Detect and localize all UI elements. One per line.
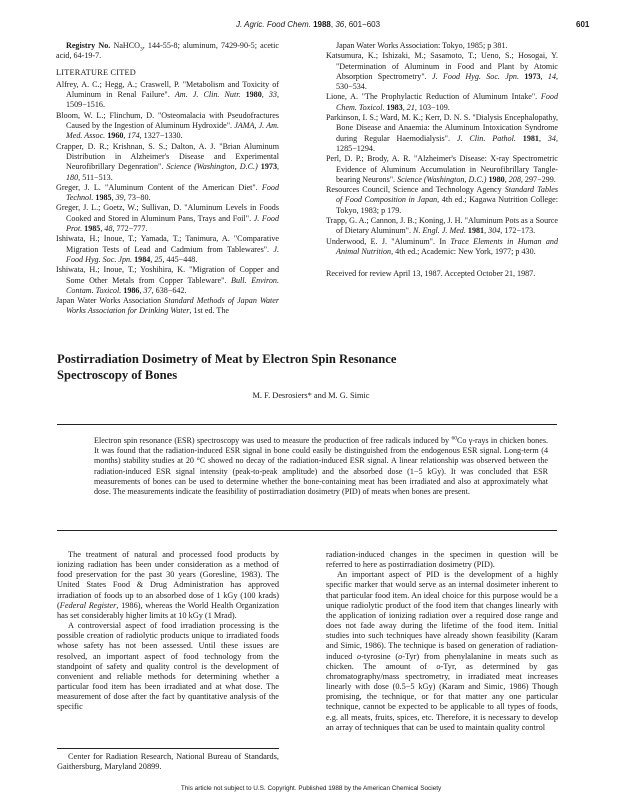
abstract: Electron spin resonance (ESR) spectroscopy was used to measure the production of free radicals induced by $^{60}$Co γ-rays in chicken bones. It was found that the radiation-induced ESR signal in bone could easily be distinguished from the endogenous ESR signal. Long-term (4 months) stability studies at 20 °C showed no decay of the radiation-induced ESR signal. A linear relationship was observed between the radiation-induced ESR signal intensity (peak-to-peak amplitude) and the absorbed dose (1−5 kGy). It was concluded that ESR measurements of bones can be used to determine whether the bone-containing meat has been irradiated and also at approximately what dose. The measurements indicate the feasibility of postirradiation dosimetry (PID) of meats when bones are present. [94,435,548,497]
page-number: 601 [576,20,590,29]
reference-item: Resources Council, Science and Technology Agency Standard Tables of Food Composition in Japan, 4th ed.; Kagawa Nutrition College: Tokyo, 1983; p 179. [326,185,558,215]
reference-item: Greger, J. L. "Aluminum Content of the American Diet". Food Technol. 1985, 39, 73−80. [56,182,279,203]
reference-item: Alfrey, A. C.; Hegg, A.; Craswell, P. "Metabolism and Toxicity of Aluminum in Renal Failure". Am. J. Clin. Nutr. 1980, 33, 1509−1516. [56,79,279,110]
divider-top [57,424,557,425]
reference-continued: Japan Water Works Association: Tokyo, 1985; p 381. [336,41,508,50]
reference-item: Underwood, E. J. "Aluminum". In Trace Elements in Human and Animal Nutrition, 4th ed.; Academic: New York, 1977; p 430. [326,236,558,256]
reference-item: Katsumura, K.; Ishizaki, M.; Sasamoto, T.; Ueno, S.; Hosogai, Y. "Determination of Aluminum in Food and Plant by Atomic Absorption Spectrometry". J. Food Hyg. Soc. Jpn. 1973, 14, 530−534. [326,51,559,92]
reference-item: Lione, A. "The Prophylactic Reduction of Aluminum Intake". Food Chem. Toxicol. 1983, 21, 103−109. [326,92,558,112]
reference-item: Greger, J. L.; Goetz, W.; Sullivan, D. "Aluminum Levels in Foods Cooked and Stored in Aluminum Pans, Trays and Foil". J. Food Prot. 1985, 48, 772−777. [56,203,280,234]
reference-item: Perl, D. P.; Brody, A. R. "Alzheimer's Disease: X-ray Spectrometric Evidence of Aluminum Accumulation in Neurofibrillary Tangle-bearing Neurons". Science (Washington, D.C.) 1980, 208, 297−299. [326,154,558,184]
footnote-rule [57,748,279,749]
title-line-2: Spectroscopy of Bones [57,367,178,382]
journal-citation: J. Agric. Food Chem. 1988, 36, 601−603 [236,20,381,29]
reference-item: Japan Water Works Association Standard Methods of Japan Water Works Association for Drinking Water, 1st ed. The [56,296,279,316]
paragraph: radiation-induced changes in the specimen in question will be referred to here as postirradiation dosimetry (PID). [326,550,558,570]
literature-cited-heading: LITERATURE CITED [56,67,136,77]
divider-bottom [57,530,557,531]
running-header [0,17,622,31]
reference-item: Trapp, G. A.; Cannon, J. B.; Koning, J. H. "Aluminum Pots as a Source of Dietary Aluminum". N. Engl. J. Med. 1981, 304, 172−173. [326,216,558,236]
article-authors: M. F. Desrosiers* and M. G. Simic [252,391,370,400]
article-title [57,352,557,383]
body-right-column [326,550,558,733]
reference-item: Bloom, W. L.; Flinchum, D. "Osteomalacia with Pseudofractures Caused by the Ingestion of Aluminum Hydroxide". JAMA, J. Am. Med. Assoc. 1960, 174, 1327−1330. [56,110,279,141]
received-dates: Received for review April 13, 1987. Accepted October 21, 1987. [326,269,536,279]
reference-item: Crapper, D. R.; Krishnan, S. S.; Dalton, A. J. "Brian Aluminum Distribution in Alzheimer's Disease and Experimental Neurofibrillary Degenration". Science (Washington, D.C.) 1973, 180, 511−513. [56,141,280,182]
title-line-1: Postirradiation Dosimetry of Meat by Electron Spin Resonance [57,352,397,366]
paragraph: The treatment of natural and processed food products by ionizing radiation has been under consideration as a method of food preservation for the past 30 years (Goresline, 1983). The United States Food & Drug Administration has approved irradiation of foods up to an absorbed dose of 1 kGy (100 krads) (Federal Register, 1986), whereas the World Health Organization has set considerably higher limits at 10 kGy (1 Mrad). [57,550,279,620]
reference-item: Ishiwata, H.; Inoue, T.; Yamada, T.; Tanimura, A. "Comparative Migration Tests of Lead and Cadmium from Tablewares". J. Food Hyg. Soc. Jpn. 1984, 25, 445−448. [56,234,279,264]
author-affiliation: Center for Radiation Research, National Bureau of Standards, Gaithersburg, Maryland 20899. [57,752,279,772]
paragraph: A controversial aspect of food irradiation processing is the possible creation of radiolytic products unique to irradiated foods whose safety has not been assessed. Until these issues are resolved, an important aspect of food technology from the standpoint of safety and quality control is the development of convenient and reliable methods for determining whether a particular food item has been irradiated and at what dose. The measurement of dose after the fact by quantitative analysis of the specific [57,621,279,712]
previous-article-right-column [326,41,558,288]
reference-item: Ishiwata, H.; Inoue, T.; Yoshihira, K. "Migration of Copper and Some Other Metals from Copper Tableware". Bull. Environ. Contam. Toxicol. 1986, 37, 638−642. [56,265,279,295]
reference-item: Parkinson, I. S.; Ward, M. K.; Kerr, D. N. S. "Dialysis Encephalopathy, Bone Disease and Anaemia: the Aluminum Intoxication Syndrome during Regular Haemodialysis". J. Clin. Pathol. 1981, 34, 1285−1294. [326,113,558,153]
paragraph: An important aspect of PID is the development of a highly specific marker that would serve as an internal dosimeter inherent to that particular food item. An ideal choice for this purpose would be a unique radiolytic product of the food item that changes linearly with the application of ionizing radiation over a required dose range and does not fade away during the lifetime of the food item. Initial studies into such techniques have already shown feasibility (Karam and Simic, 1986). The technique is based on generation of radiation-induced o-tyrosine (o-Tyr) from phenylalanine in meats such as chicken. The amount of o-Tyr, as determined by gas chromatography/mass spectrometry, in irradiated meat increases linearly with dose (0.5−5 kGy) (Karam and Simic, 1986) Though promising, the technique, or for that matter any one particular technique, cannot be expected to be applicable to all types of foods, e.g. all meats, fruits, spices, etc. Therefore, it is necessary to develop an array of techniques that can be used to maintain quality control [326,570,559,732]
previous-article-left-column [56,41,279,317]
registry-numbers: Registry No. NaHCO$_3$, 144-55-8; aluminum, 7429-90-5; acetic acid, 64-19-7. [56,41,280,61]
copyright-footer: This article not subject to U.S. Copyright. Published 1988 by the American Chemical Society [180,785,442,792]
body-left-column [57,550,279,713]
